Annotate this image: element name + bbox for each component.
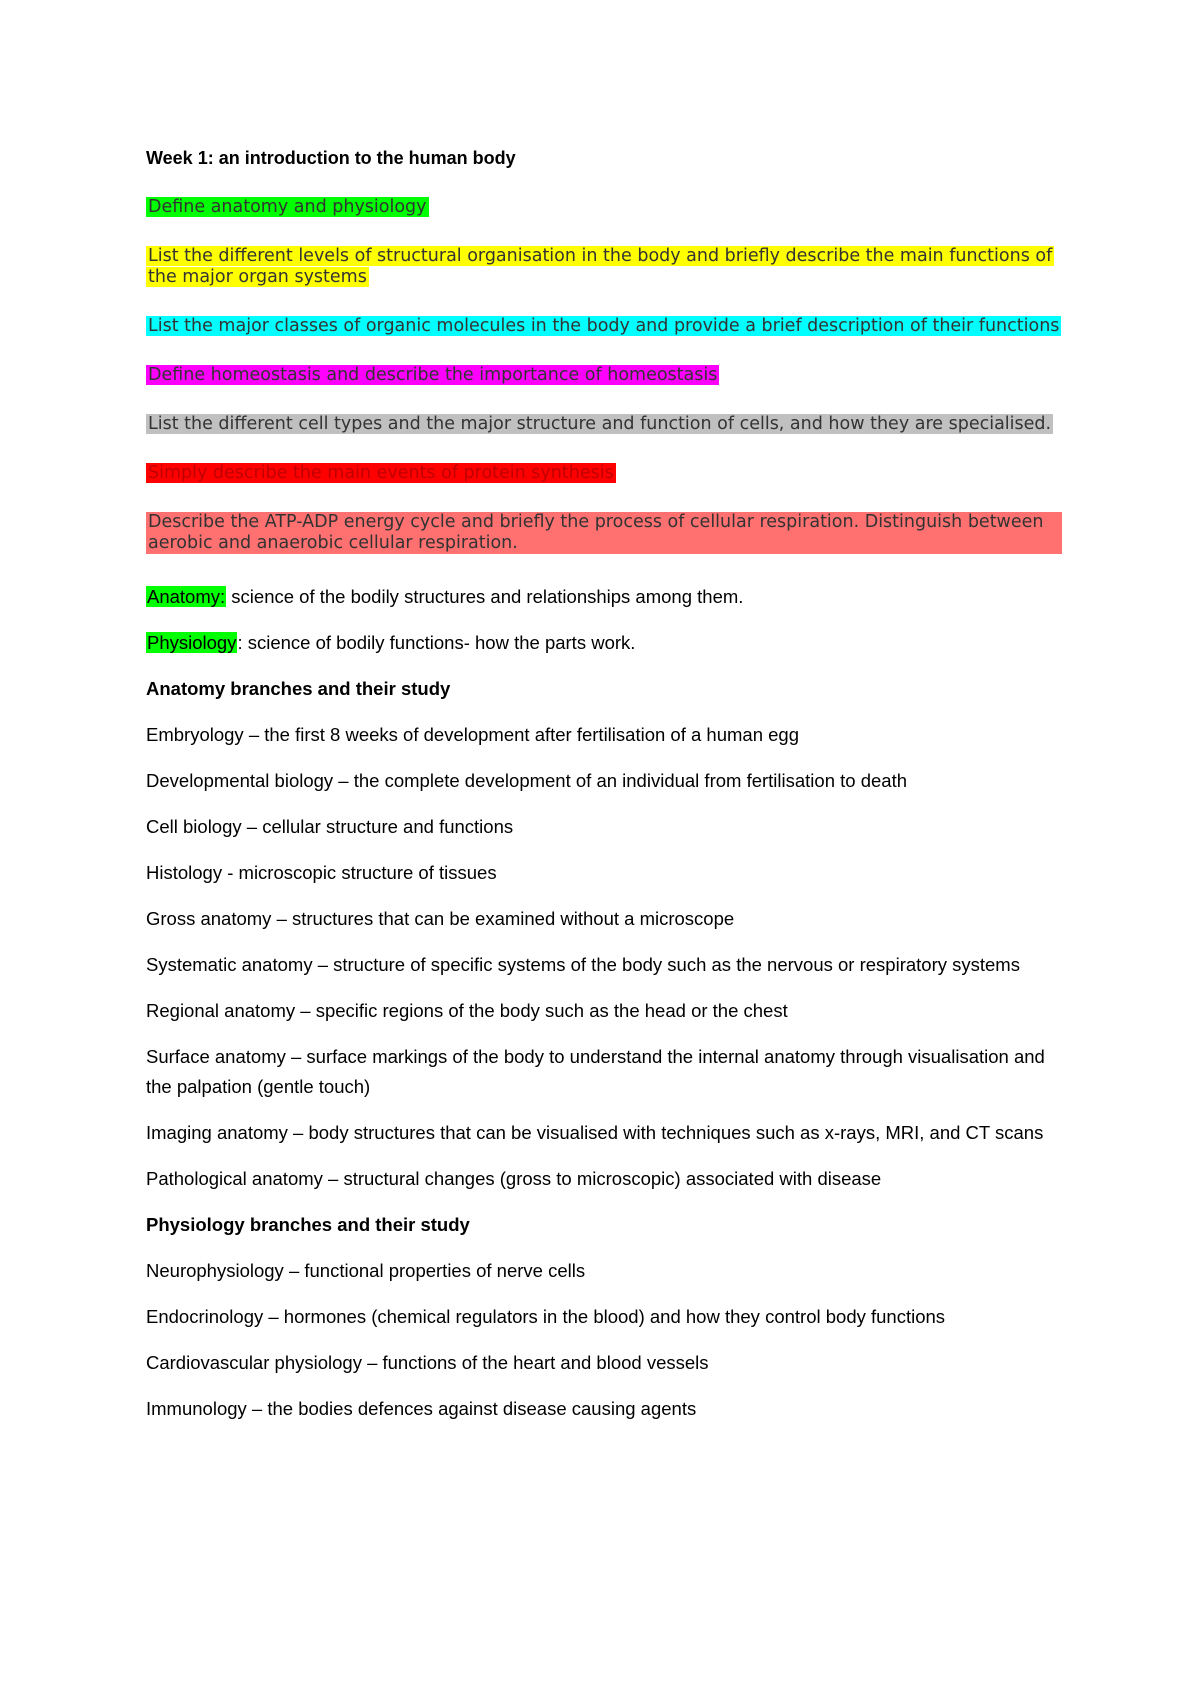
objective-item <box>146 246 1062 288</box>
anatomy-branch-item: Regional anatomy – specific regions of the body such as the head or the chest <box>146 1000 788 1021</box>
section-heading-anatomy: Anatomy branches and their study <box>146 678 451 699</box>
objective-item <box>146 463 1062 484</box>
anatomy-branch-item: Histology - microscopic structure of tissues <box>146 862 497 883</box>
anatomy-branch-item: Embryology – the first 8 weeks of development after fertilisation of a human egg <box>146 724 799 745</box>
objective-text: Simply describe the main events of protein synthesis <box>148 463 614 483</box>
physiology-branch-item: Neurophysiology – functional properties of nerve cells <box>146 1260 586 1281</box>
objective-item <box>146 414 1062 435</box>
anatomy-branch-item: Cell biology – cellular structure and functions <box>146 816 514 837</box>
objective-text: List the different cell types and the major structure and function of cells, and how they are specialised. <box>148 414 1052 434</box>
objective-text: List the major classes of organic molecules in the body and provide a brief description of their functions <box>148 316 1060 336</box>
anatomy-branch-item: Systematic anatomy – structure of specific systems of the body such as the nervous or respiratory systems <box>146 954 1020 975</box>
objective-text: Define homeostasis and describe the importance of homeostasis <box>148 365 718 385</box>
objective-item <box>146 365 1062 386</box>
anatomy-branch-item: Pathological anatomy – structural changes (gross to microscopic) associated with disease <box>146 1168 882 1189</box>
physiology-branch-item: Cardiovascular physiology – functions of the heart and blood vessels <box>146 1352 709 1373</box>
document-page <box>146 148 1062 1440</box>
objective-item-block <box>146 512 1062 554</box>
anatomy-branch-item: Imaging anatomy – body structures that can be visualised with techniques such as x-rays, MRI, and CT scans <box>146 1122 1044 1143</box>
definition-term: Physiology <box>147 632 237 653</box>
section-heading-physiology: Physiology branches and their study <box>146 1214 470 1235</box>
anatomy-branch-item: Gross anatomy – structures that can be examined without a microscope <box>146 908 735 929</box>
definition-term: Anatomy: <box>147 586 226 607</box>
notes-body <box>146 582 1062 1424</box>
definition-anatomy <box>146 582 1062 612</box>
objective-text: Define anatomy and physiology <box>148 197 427 217</box>
objective-text: Describe the ATP-ADP energy cycle and briefly the process of cellular respiration. Distinguish between aerobic and anaerobic cellular respiration. <box>148 512 1044 553</box>
definition-text: science of the bodily structures and relationships among them. <box>226 586 744 607</box>
objective-item <box>146 316 1062 337</box>
objective-text: List the different levels of structural organisation in the body and briefly describe the main functions of the major organ systems <box>148 246 1053 287</box>
definition-text: : science of bodily functions- how the parts work. <box>237 632 636 653</box>
physiology-branch-item: Endocrinology – hormones (chemical regulators in the blood) and how they control body functions <box>146 1306 946 1327</box>
objective-item <box>146 197 1062 218</box>
definition-physiology <box>146 628 1062 658</box>
anatomy-branch-item: Developmental biology – the complete development of an individual from fertilisation to death <box>146 770 908 791</box>
anatomy-branch-item: Surface anatomy – surface markings of the body to understand the internal anatomy through visualisation and the palpation (gentle touch) <box>146 1046 1045 1097</box>
page-title: Week 1: an introduction to the human body <box>146 148 516 168</box>
learning-objectives <box>146 197 1062 554</box>
physiology-branch-item: Immunology – the bodies defences against disease causing agents <box>146 1398 697 1419</box>
